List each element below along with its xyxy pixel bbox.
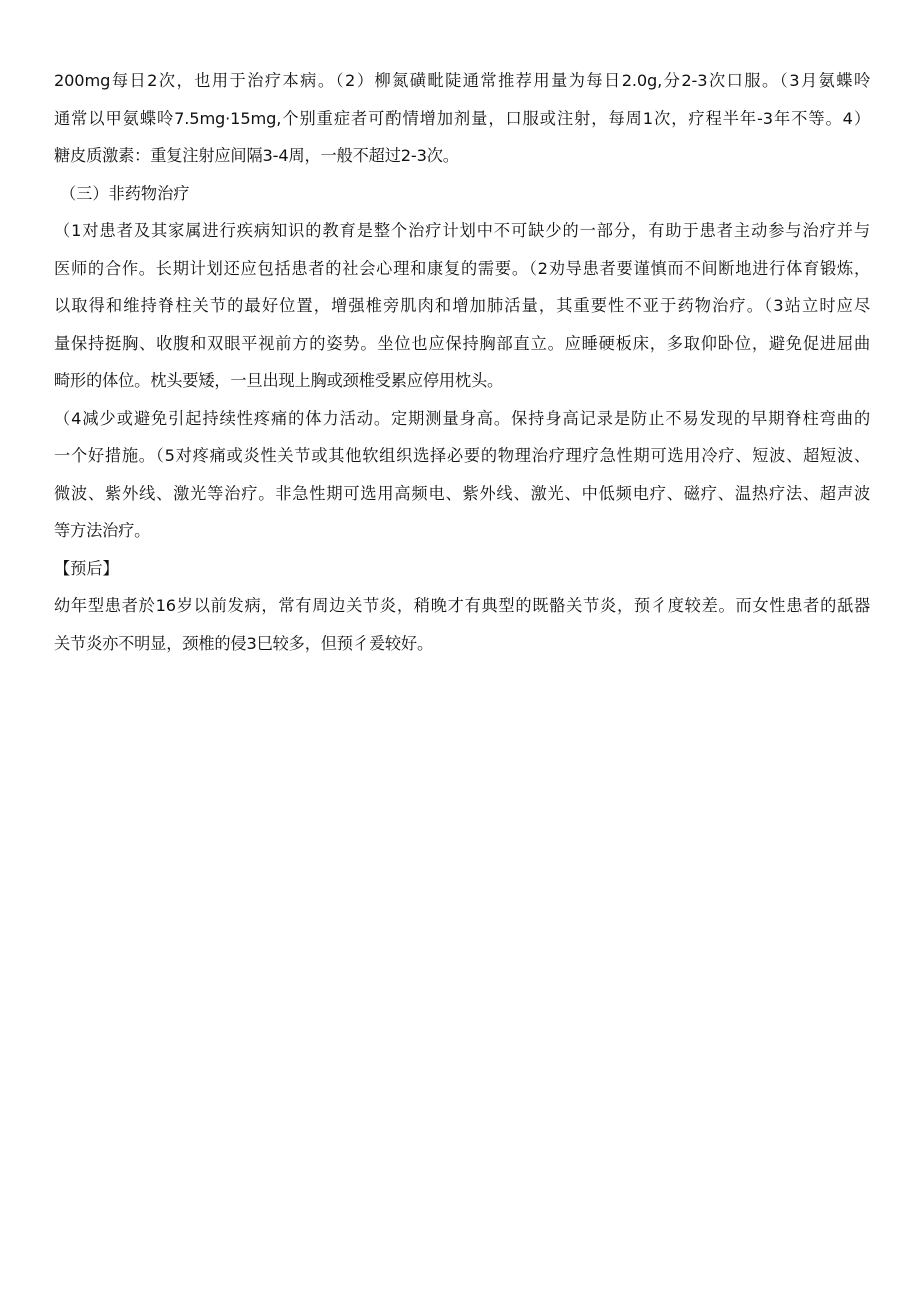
text-line: 关节炎亦不明显，颈椎的侵3巳较多，但预彳爰较好。: [54, 633, 434, 653]
text-line: 医师的合作。长期计划还应包括患者的社会心理和康复的需要。（2劝导患者要谨慎而不间断地进行体育锻炼，: [54, 258, 870, 278]
text-line: 以取得和维持脊柱关节的最好位置，增强椎旁肌肉和增加肺活量，其重要性不亚于药物治疗。（3站立时应尽: [54, 296, 870, 315]
text-line: 通常以甲氨蝶呤7.5mg·15mg,个别重症者可酌情增加剂量，口服或注射，每周1次，疗程半年-3年不等。4）: [54, 108, 870, 128]
text-line: 等方法治疗。: [54, 521, 151, 540]
text-line: 幼年型患者於16岁以前发病，常有周边关节炎，稍晚才有典型的既骼关节炎，预彳度较差。而女性患者的舐器: [54, 596, 870, 615]
text-line: 畸形的体位。枕头要矮，一旦出现上胸或颈椎受累应停用枕头。: [54, 371, 504, 390]
section-heading-prognosis: 【预后】: [54, 558, 119, 578]
section-heading-non-drug-treatment: （三）非药物治疗: [60, 183, 190, 203]
text-line: 量保持挺胸、收腹和双眼平视前方的姿势。坐位也应保持胸部直立。应睡硬板床，多取仰卧位，避免促进屈曲: [54, 333, 870, 353]
document-page: [54, 66, 870, 666]
paragraph-patient-education: [54, 216, 870, 396]
text-line: （4减少或避免引起持续性疼痛的体力活动。定期测量身高。保持身高记录是防止不易发现的早期脊柱弯曲的: [54, 408, 870, 428]
paragraph-dosage: [54, 66, 870, 171]
paragraph-prognosis: [54, 591, 870, 659]
text-line: 微波、紫外线、激光等治疗。非急性期可选用高频电、紫外线、激光、中低频电疗、磁疗、温热疗法、超声波: [54, 483, 870, 503]
text-line: （1对患者及其家属进行疾病知识的教育是整个治疗计划中不可缺少的一部分，有助于患者主动参与治疗并与: [54, 221, 870, 240]
text-line: 200mg每日2次，也用于治疗本病。（2）柳氮磺毗陡通常推荐用量为每日2.0g,分2-3次口服。（3月氨蝶呤: [54, 71, 870, 90]
text-line: 糖皮质激素：重复注射应间隔3-4周，一般不超过2-3次。: [54, 146, 459, 165]
text-line: 一个好措施。（5对疼痛或炎性关节或其他软组织选择必要的物理治疗理疗急性期可选用冷疗、短波、超短波、: [54, 446, 870, 465]
paragraph-physical-therapy: [54, 404, 870, 547]
